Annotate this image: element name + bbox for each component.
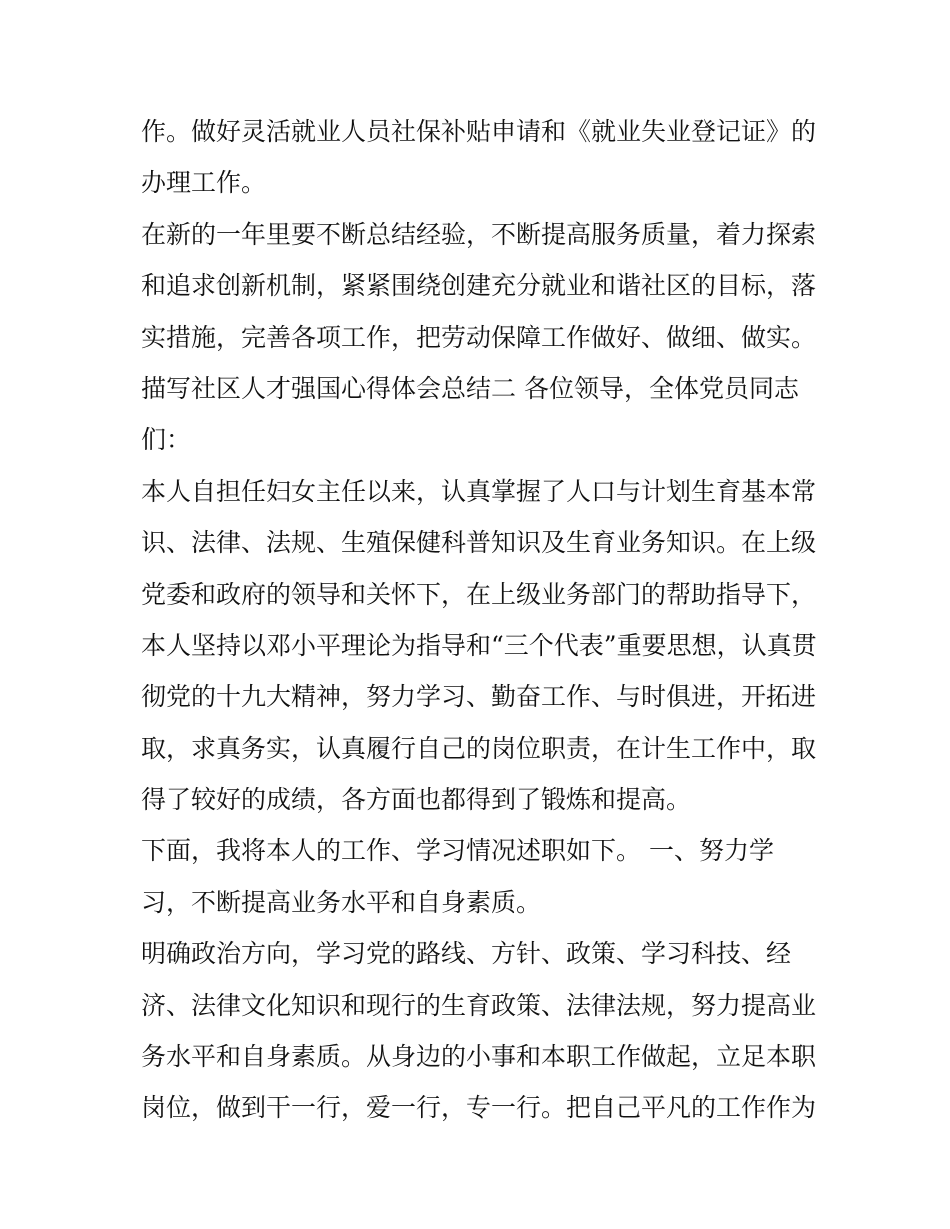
text-line: 习，不断提高业务水平和自身素质。 <box>141 887 542 917</box>
text-line: 作。做好灵活就业人员社保补贴申请和《就业失业登记证》的 <box>141 117 817 146</box>
text-line: 本人坚持以邓小平理论为指导和“三个代表”重要思想，认真贯 <box>141 630 817 660</box>
text-line: 识、法律、法规、生殖保健科普知识及生育业务知识。在上级 <box>141 528 817 558</box>
text-line: 取，求真务实，认真履行自己的岗位职责，在计生工作中，取 <box>141 733 817 763</box>
text-line: 济、法律文化知识和现行的生育政策、法律法规，努力提高业 <box>141 990 817 1020</box>
document-body <box>141 106 821 1134</box>
text-line: 党委和政府的领导和关怀下，在上级业务部门的帮助指导下， <box>141 579 817 609</box>
text-line: 明确政治方向，学习党的路线、方针、政策、学习科技、经 <box>141 939 792 969</box>
text-line: 和追求创新机制，紧紧围绕创建充分就业和谐社区的目标，落 <box>141 271 817 301</box>
text-line: 岗位，做到干一行，爱一行，专一行。把自己平凡的工作作为 <box>141 1093 817 1123</box>
text-line: 描写社区人才强国心得体会总结二 各位领导，全体党员同志 <box>141 373 799 403</box>
text-line: 下面，我将本人的工作、学习情况述职如下。 一、努力学 <box>141 836 774 866</box>
text-line: 彻党的十九大精神，努力学习、勤奋工作、与时俱进，开拓进 <box>141 682 817 712</box>
text-line: 得了较好的成绩，各方面也都得到了锻炼和提高。 <box>141 785 692 815</box>
text-line: 在新的一年里要不断总结经验，不断提高服务质量，着力探索 <box>141 219 817 249</box>
text-line: 实措施，完善各项工作，把劳动保障工作做好、做细、做实。 <box>141 322 817 352</box>
text-line: 本人自担任妇女主任以来，认真掌握了人口与计划生育基本常 <box>141 476 817 506</box>
text-line: 们： <box>141 425 192 455</box>
text-line: 务水平和自身素质。从身边的小事和本职工作做起，立足本职 <box>141 1042 817 1072</box>
text-line: 办理工作。 <box>141 168 267 198</box>
